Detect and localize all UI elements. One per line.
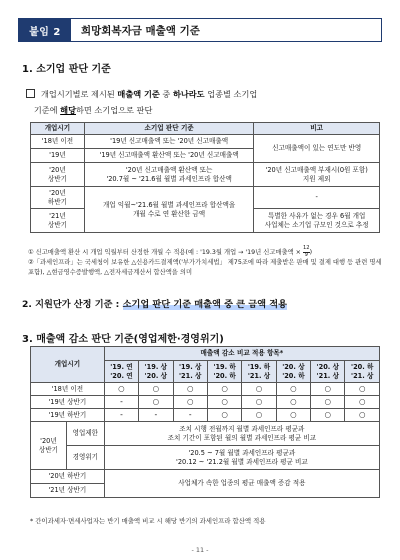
mark-cell: ○	[311, 409, 345, 422]
mark-cell: ○	[242, 409, 276, 422]
compare-col-header: '20. 상 '21. 상	[311, 361, 345, 383]
sub-row-label: 영업제한	[66, 422, 104, 446]
compare-col-header: '19. 상 '21. 상	[173, 361, 207, 383]
table-header-row	[31, 123, 380, 135]
rule-text: 조치 시행 전월까지 월별 과세인프라 평균과 조치 기간이 포함된 월의 월별 과세인프라 평균 비교	[104, 422, 379, 446]
row-label: '21년 상반기	[31, 484, 105, 498]
mark-cell: ○	[242, 383, 276, 396]
sales-decline-table	[30, 346, 380, 498]
compare-col-header: '20. 상 '20. 하	[276, 361, 310, 383]
table-header-row	[31, 347, 380, 361]
mark-cell: ○	[276, 383, 310, 396]
col-period: 개업시기	[31, 123, 85, 135]
para-text-f: 기준에	[33, 105, 58, 115]
table-row	[31, 409, 380, 422]
mark-cell: ○	[139, 383, 173, 396]
checkbox-bullet-icon	[26, 89, 35, 98]
fraction	[302, 245, 313, 258]
appendix-tag: 붙임 2	[19, 19, 71, 41]
remark-cell: 신고매출액이 있는 연도만 반영	[254, 135, 380, 163]
table-row	[31, 383, 380, 396]
mark-cell: -	[104, 409, 138, 422]
appendix-title: 희망회복자금 매출액 기준	[81, 24, 200, 37]
fraction-denominator: 9	[304, 251, 308, 258]
compare-col-header: '19. 상 '20. 상	[139, 361, 173, 383]
col-criterion: 소기업 판단 기준	[84, 123, 254, 135]
fraction-numerator: 12	[302, 245, 310, 251]
mark-cell: ○	[242, 396, 276, 409]
table-row	[31, 396, 380, 409]
sub-row-label: 경영위기	[66, 446, 104, 470]
note-1-text: ① 신고매출액 환산 시 개업 익월부터 산정한 개월 수 적용(예 : '19.3월 개업 → '19년 신고매출액 ×	[28, 249, 301, 256]
para-text-c: 중	[162, 89, 171, 99]
section3-title: 3. 매출액 감소 판단 기준(영업제한·경영위기)	[22, 334, 224, 345]
section2-highlight: 소기업 판단 기준 매출액 중 큰 금액 적용	[122, 299, 287, 310]
mark-cell: -	[139, 409, 173, 422]
section1-paragraph	[26, 86, 382, 118]
criterion-cell: '19년 신고매출액 또는 '20년 신고매출액	[84, 135, 254, 149]
page-number: - 11 -	[191, 546, 209, 554]
table-row	[31, 187, 380, 209]
table-row	[31, 470, 380, 484]
table-row	[31, 422, 380, 446]
period-cell: '20년 상반기	[31, 163, 85, 187]
mark-cell: ○	[207, 383, 241, 396]
period-cell: '20년 하반기	[31, 187, 85, 209]
criterion-cell: '20년 신고매출액 환산액 또는 '20.7월 ~ '21.6월 월별 과세인프라 합산액	[84, 163, 254, 187]
mark-cell: ○	[173, 396, 207, 409]
table-row	[31, 163, 380, 187]
note-1-end: )	[309, 249, 313, 256]
mark-cell: ○	[104, 383, 138, 396]
note-1	[28, 246, 384, 258]
row-label: '20년 상반기	[31, 422, 67, 470]
criterion-cell: '19년 신고매출액 환산액 또는 '20년 신고매출액	[84, 149, 254, 163]
appendix-header	[18, 18, 382, 42]
remark-cell: '20년 신고매출액 부재시(0원 포함) 지원 제외	[254, 163, 380, 187]
mark-cell: ○	[276, 396, 310, 409]
para-bold-applies: 해당	[60, 105, 76, 115]
row-label: '20년 하반기	[31, 470, 105, 484]
row-label: '19년 상반기	[31, 396, 105, 409]
compare-col-header: '19. 연 '20. 연	[104, 361, 138, 383]
compare-col-header: '19. 하 '21. 상	[242, 361, 276, 383]
mark-cell: -	[173, 409, 207, 422]
period-cell: '18년 이전	[31, 135, 85, 149]
mark-cell: ○	[345, 396, 380, 409]
mark-cell: ○	[276, 409, 310, 422]
section1-title: 1. 소기업 판단 기준	[22, 64, 111, 75]
rule-text: '20.5 ~ 7월 월별 과세인프라 평균과 '20.12 ~ '21.2월 월별 과세인프라 평균 비교	[104, 446, 379, 470]
section2-prefix: 2. 지원단가 산정 기준 :	[22, 299, 123, 310]
compare-col-header: '19. 하 '20. 하	[207, 361, 241, 383]
mark-cell: ○	[311, 383, 345, 396]
rule-text: 사업체가 속한 업종의 평균 매출액 증감 적용	[104, 470, 379, 498]
compare-col-header: '20. 하 '21. 상	[345, 361, 380, 383]
mark-cell: ○	[207, 396, 241, 409]
note-2: ②「과세인프라」는 국세청이 보유한 △신용카드결제액('부가가치세법」 제75조에 따라 제출받은 판매 및 결제 대행 등 관련 명세 포함), △현금영수증발행액, △전자세금계산서 합산액을 의미	[28, 259, 382, 276]
remark-cell: 특별한 사유가 없는 경우 6월 개업 사업체는 소기업 규모인 것으로 추정	[254, 209, 380, 233]
para-text-e: 업종별 소기업	[207, 89, 258, 99]
para-bold-any: 하나라도	[172, 89, 205, 99]
criterion-cell: 개업 익월~'21.6월 월별 과세인프라 합산액을 개월 수로 연 환산한 금액	[84, 187, 254, 233]
footnote: * 간이과세자·면세사업자는 반기 매출액 비교 시 해당 반기의 과세인프라 합산액 적용	[30, 517, 266, 525]
row-label: '19년 하반기	[31, 409, 105, 422]
para-text-h: 하면 소기업으로 판단	[75, 105, 153, 115]
section2-title	[22, 296, 287, 310]
col-remark: 비고	[254, 123, 380, 135]
mark-cell: ○	[345, 383, 380, 396]
table-row	[31, 135, 380, 149]
para-text-a: 개업시기별로 제시된	[41, 89, 115, 99]
mark-cell: ○	[345, 409, 380, 422]
mark-cell: ○	[207, 409, 241, 422]
period-cell: '19년	[31, 149, 85, 163]
mark-cell: ○	[311, 396, 345, 409]
remark-cell: -	[254, 187, 380, 209]
corner-header: 개업시기	[31, 347, 105, 383]
table1-notes	[28, 246, 384, 277]
mark-cell: ○	[173, 383, 207, 396]
mark-cell: ○	[139, 396, 173, 409]
period-cell: '21년 상반기	[31, 209, 85, 233]
table-row	[31, 446, 380, 470]
mark-cell: -	[104, 396, 138, 409]
row-label: '18년 이전	[31, 383, 105, 396]
para-bold-criterion: 매출액 기준	[117, 89, 160, 99]
group-header: 매출액 감소 비교 적용 항목*	[104, 347, 379, 361]
small-business-criteria-table	[30, 122, 380, 233]
